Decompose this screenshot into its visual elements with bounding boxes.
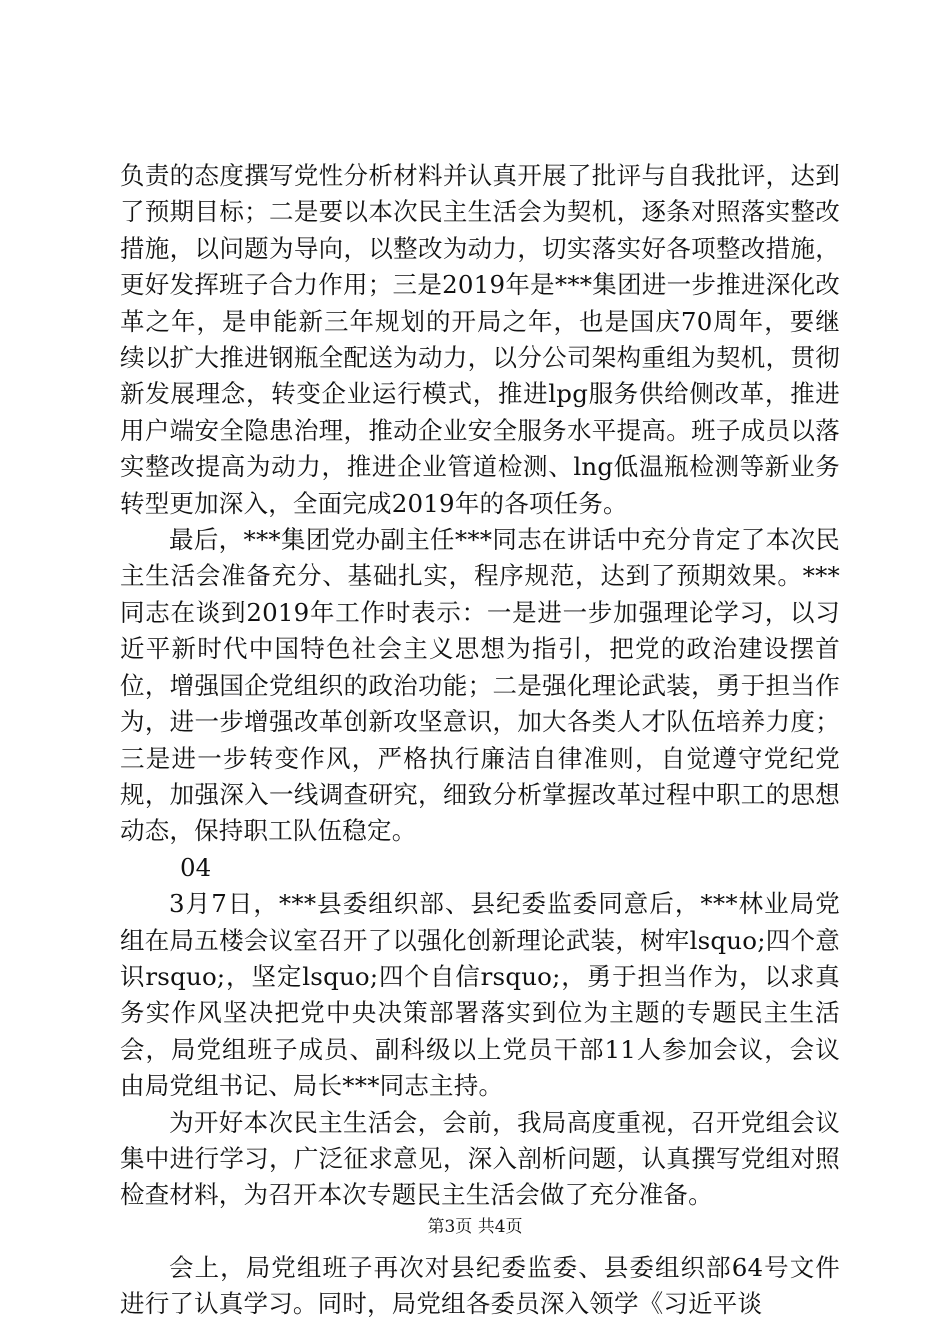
paragraph-preparation: 为开好本次民主生活会，会前，我局高度重视，召开党组会议集中进行学习，广泛征求意见，深入剖析问题，认真撰写党组对照检查材料，为召开本次专题民主生活会做了充分准备。 [120,1107,840,1210]
paragraph-continued: 负责的态度撰写党性分析材料并认真开展了批评与自我批评，达到了预期目标；二是要以本次民主生活会为契机，逐条对照落实整改措施，以问题为导向，以整改为动力，切实落实好各项整改措施，更好发挥班子合力作用；三是2019年是***集团进一步推进深化改革之年，是申能新三年规划的开局之年，也是国庆70周年，要继续以扩大推进钢瓶全配送为动力，以分公司架构重组为契机，贯彻新发展理念，转变企业运行模式，推进lpg服务供给侧改革，推进用户端安全隐患治理，推动企业安全服务水平提高。班子成员以落实整改提高为动力，推进企业管道检测、lng低温瓶检测等新业务转型更加深入，全面完成2019年的各项任务。 [120,161,840,518]
paragraph-meeting-study: 会上，局党组班子再次对县纪委监委、县委组织部64号文件进行了认真学习。同时，局党组各委员深入领学《习近平谈 [120,1252,840,1319]
page-footer: 第3页 共4页 [427,1217,523,1237]
paragraph-meeting-intro: 3月7日，***县委组织部、县纪委监委同意后，***林业局党组在局五楼会议室召开了以强化创新理论武装，树牢lsquo;四个意识rsquo;，坚定lsquo;四个自信rsquo;，勇于担当作为，以求真务实作风坚决把党中央决策部署落实到位为主题的专题民主生活会，局党组班子成员、副科级以上党员干部11人参加会议，会议由局党组书记、局长***同志主持。 [120,889,840,1101]
document-body [120,158,840,1323]
section-number: 04 [180,852,212,882]
paragraph-closing-remarks: 最后，***集团党办副主任***同志在讲话中充分肯定了本次民主生活会准备充分、基础扎实，程序规范，达到了预期效果。***同志在谈到2019年工作时表示：一是进一步加强理论学习，以习近平新时代中国特色社会主义思想为指引，把党的政治建设摆首位，增强国企党组织的政治功能；二是强化理论武装，勇于担当作为，进一步增强改革创新攻坚意识，加大各类人才队伍培养力度；三是进一步转变作风，严格执行廉洁自律准则，自觉遵守党纪党规，加强深入一线调查研究，细致分析掌握改革过程中职工的思想动态，保持职工队伍稳定。 [120,525,840,846]
